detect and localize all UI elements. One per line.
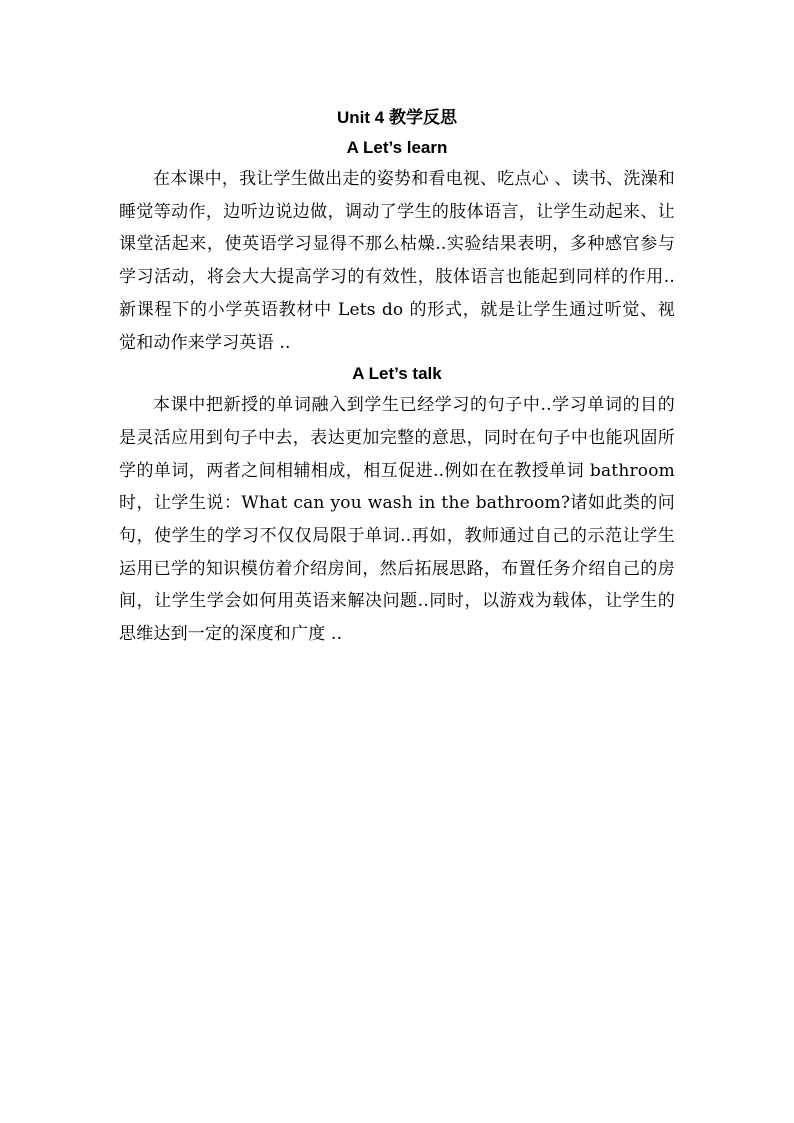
section-heading-lets-learn: A Let’s learn: [346, 138, 448, 157]
document-title: Unit 4 教学反思: [337, 108, 457, 127]
section-paragraph-lets-learn: 在本课中，我让学生做出走的姿势和看电视、吃点心 、读书、洗澡和睡觉等动作，边听边说边做，调动了学生的肢体语言，让学生动起来、让课堂活起来，使英语学习显得不那么枯燥..实验结果表明，多种感官参与学习活动，将会大大提高学习的有效性，肢体语言也能起到同样的作用..新课程下的小学英语教材中 Lets do 的形式，就是让学生通过听觉、视觉和动作来学习英语 ..: [119, 169, 675, 353]
section-paragraph-lets-talk: 本课中把新授的单词融入到学生已经学习的句子中..学习单词的目的是灵活应用到句子中去，表达更加完整的意思，同时在句子中也能巩固所学的单词，两者之间相辅相成，相互促进..例如在在教授单词 bathroom 时，让学生说：What can you wash in the bathroom?诸如此类的问句，使学生的学习不仅仅局限于单词..再如，教师通过自己的示范让学生运用已学的知识模仿着介绍房间，然后拓展思路，布置任务介绍自己的房间，让学生学会如何用英语来解决问题..同时，以游戏为载体，让学生的思维达到一定的深度和广度 ..: [119, 395, 675, 645]
section-heading-lets-talk: A Let’s talk: [352, 364, 442, 384]
document-body: [119, 103, 675, 651]
